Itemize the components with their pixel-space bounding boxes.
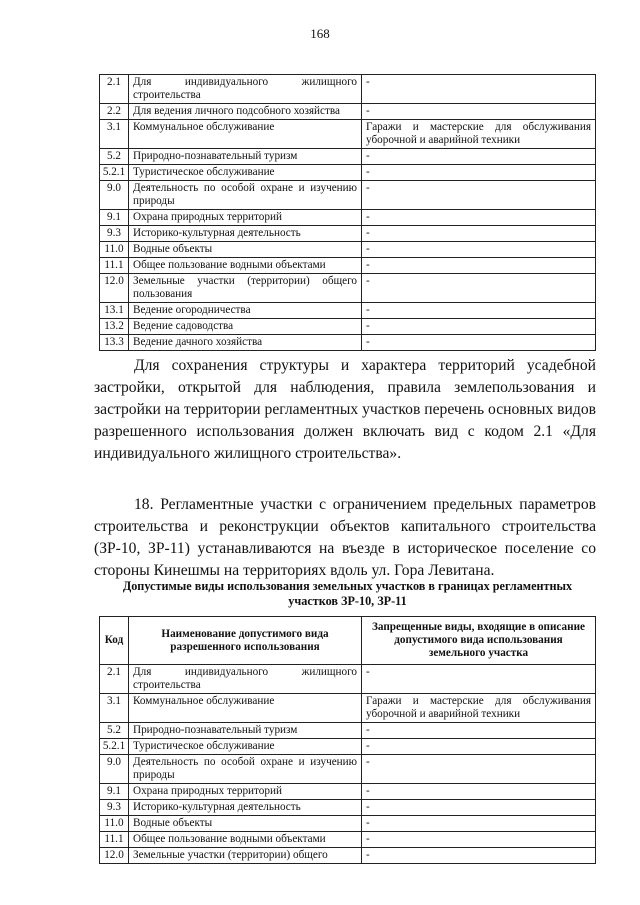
cell-forbidden-uses: Гаражи и мастерские для обслуживания уборочной и аварийной техники <box>362 694 596 723</box>
cell-permitted-use: Природно-познавательный туризм <box>129 723 362 739</box>
cell-code: 9.0 <box>100 755 129 784</box>
table-row <box>100 258 596 274</box>
cell-code: 11.1 <box>100 832 129 848</box>
table-row <box>100 694 596 723</box>
cell-permitted-use: Охрана природных территорий <box>129 210 362 226</box>
table-row <box>100 165 596 181</box>
table-row <box>100 319 596 335</box>
table-row <box>100 226 596 242</box>
cell-permitted-use: Земельные участки (территории) общего <box>129 848 362 864</box>
table-row <box>100 739 596 755</box>
cell-permitted-use: Деятельность по особой охране и изучению природы <box>129 181 362 210</box>
table-row <box>100 665 596 694</box>
cell-forbidden-uses: - <box>362 800 596 816</box>
cell-forbidden-uses: - <box>362 755 596 784</box>
cell-forbidden-uses: - <box>362 723 596 739</box>
table-row <box>100 816 596 832</box>
land-use-table-zr10-zr11 <box>99 616 596 864</box>
cell-permitted-use: Охрана природных территорий <box>129 784 362 800</box>
cell-code: 11.1 <box>100 258 129 274</box>
table-header-row <box>100 617 596 665</box>
table-row <box>100 75 596 104</box>
table-row <box>100 242 596 258</box>
cell-forbidden-uses: - <box>362 149 596 165</box>
cell-code: 13.2 <box>100 319 129 335</box>
cell-code: 9.3 <box>100 226 129 242</box>
table-row <box>100 723 596 739</box>
cell-code: 2.1 <box>100 75 129 104</box>
cell-forbidden-uses: - <box>362 832 596 848</box>
cell-permitted-use: Историко-культурная деятельность <box>129 226 362 242</box>
cell-forbidden-uses: Гаражи и мастерские для обслуживания уборочной и аварийной техники <box>362 120 596 149</box>
cell-forbidden-uses: - <box>362 165 596 181</box>
cell-code: 11.0 <box>100 816 129 832</box>
cell-forbidden-uses: - <box>362 258 596 274</box>
cell-code: 2.1 <box>100 665 129 694</box>
cell-code: 9.1 <box>100 784 129 800</box>
cell-forbidden-uses: - <box>362 665 596 694</box>
cell-forbidden-uses: - <box>362 319 596 335</box>
cell-permitted-use: Коммунальное обслуживание <box>129 694 362 723</box>
table-row <box>100 303 596 319</box>
cell-forbidden-uses: - <box>362 181 596 210</box>
cell-code: 12.0 <box>100 848 129 864</box>
cell-forbidden-uses: - <box>362 75 596 104</box>
cell-forbidden-uses: - <box>362 784 596 800</box>
header-forbidden-uses: Запрещенные виды, входящие в описание допустимого вида использования земельного участка <box>362 617 596 665</box>
cell-permitted-use: Коммунальное обслуживание <box>129 120 362 149</box>
cell-forbidden-uses: - <box>362 210 596 226</box>
cell-code: 3.1 <box>100 120 129 149</box>
paragraph-item-18: 18. Регламентные участки с ограничением предельных параметров строительства и реконструкции объектов капитального строительства (ЗР-10, ЗР-11) устанавливаются на въезде в историческое поселение со стороны Кинешмы на территориях вдоль ул. Гора Левитана. <box>94 495 596 579</box>
cell-code: 9.0 <box>100 181 129 210</box>
cell-permitted-use: Для ведения личного подсобного хозяйства <box>129 104 362 120</box>
table-row <box>100 181 596 210</box>
header-code: Код <box>100 617 129 665</box>
cell-forbidden-uses: - <box>362 242 596 258</box>
cell-code: 5.2 <box>100 149 129 165</box>
cell-permitted-use: Историко-культурная деятельность <box>129 800 362 816</box>
cell-code: 9.3 <box>100 800 129 816</box>
table-caption: Допустимые виды использования земельных участков в границах регламентных участков ЗР-10, ЗР-11 <box>122 579 573 608</box>
cell-permitted-use: Общее пользование водными объектами <box>129 832 362 848</box>
cell-code: 5.2 <box>100 723 129 739</box>
cell-permitted-use: Ведение огородничества <box>129 303 362 319</box>
cell-permitted-use: Для индивидуального жилищного строительства <box>129 665 362 694</box>
cell-permitted-use: Туристическое обслуживание <box>129 165 362 181</box>
land-use-table-top-body <box>100 75 596 351</box>
cell-permitted-use: Общее пользование водными объектами <box>129 258 362 274</box>
cell-code: 12.0 <box>100 274 129 303</box>
cell-forbidden-uses: - <box>362 848 596 864</box>
table-row <box>100 210 596 226</box>
table-row <box>100 800 596 816</box>
cell-code: 13.3 <box>100 335 129 351</box>
cell-forbidden-uses: - <box>362 303 596 319</box>
cell-code: 2.2 <box>100 104 129 120</box>
land-use-table-zr10-zr11-body <box>100 665 596 864</box>
cell-code: 9.1 <box>100 210 129 226</box>
cell-forbidden-uses: - <box>362 816 596 832</box>
table-row <box>100 755 596 784</box>
cell-code: 13.1 <box>100 303 129 319</box>
land-use-table-top <box>99 74 596 351</box>
cell-permitted-use: Деятельность по особой охране и изучению природы <box>129 755 362 784</box>
cell-permitted-use: Туристическое обслуживание <box>129 739 362 755</box>
cell-code: 3.1 <box>100 694 129 723</box>
table-row <box>100 274 596 303</box>
cell-permitted-use: Земельные участки (территории) общего пользования <box>129 274 362 303</box>
cell-forbidden-uses: - <box>362 335 596 351</box>
cell-code: 5.2.1 <box>100 739 129 755</box>
cell-forbidden-uses: - <box>362 104 596 120</box>
cell-forbidden-uses: - <box>362 274 596 303</box>
cell-code: 5.2.1 <box>100 165 129 181</box>
cell-permitted-use: Водные объекты <box>129 242 362 258</box>
cell-forbidden-uses: - <box>362 739 596 755</box>
table-row <box>100 848 596 864</box>
page-number: 168 <box>310 26 330 41</box>
cell-forbidden-uses: - <box>362 226 596 242</box>
table-row <box>100 149 596 165</box>
cell-permitted-use: Природно-познавательный туризм <box>129 149 362 165</box>
cell-permitted-use: Для индивидуального жилищного строительства <box>129 75 362 104</box>
cell-permitted-use: Ведение садоводства <box>129 319 362 335</box>
table-row <box>100 120 596 149</box>
table-row <box>100 784 596 800</box>
cell-permitted-use: Водные объекты <box>129 816 362 832</box>
table-row <box>100 104 596 120</box>
cell-permitted-use: Ведение дачного хозяйства <box>129 335 362 351</box>
cell-code: 11.0 <box>100 242 129 258</box>
paragraph-estate-development: Для сохранения структуры и характера территорий усадебной застройки, открытой для наблюдения, правила землепользования и застройки на территории регламентных участков перечень основных видов разрешенного использования должен включать вид с кодом 2.1 «Для индивидуального жилищного строительства». <box>94 356 596 462</box>
table-row <box>100 832 596 848</box>
table-row <box>100 335 596 351</box>
header-permitted-use: Наименование допустимого вида разрешенного использования <box>129 617 362 665</box>
